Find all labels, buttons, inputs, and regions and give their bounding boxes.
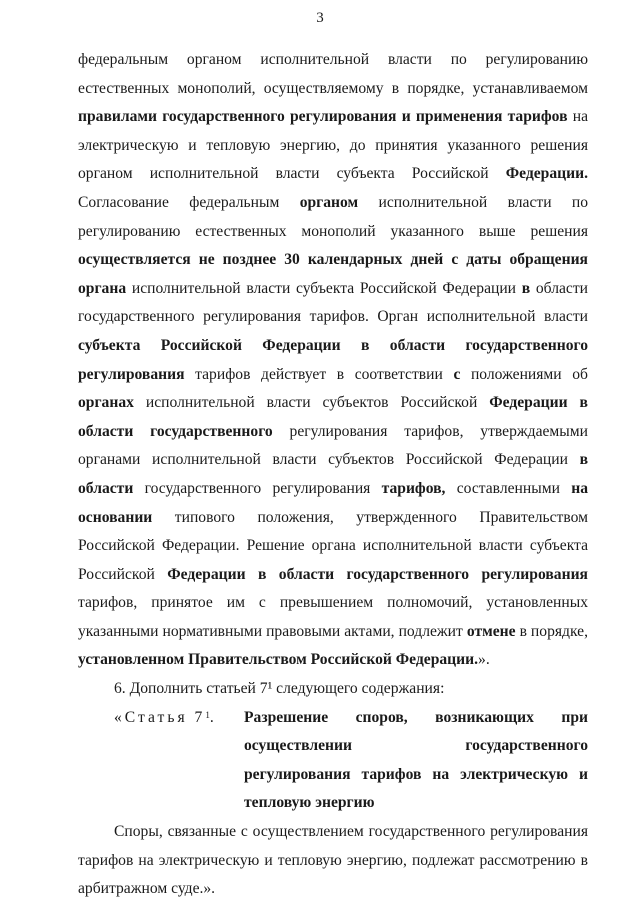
paragraph-1-segment: в порядке, xyxy=(515,622,588,640)
paragraph-1-segment: ». xyxy=(478,651,490,669)
paragraph-1-segment: в xyxy=(521,279,531,297)
paragraph-1-segment: установленном Правительством Российской Федерации. xyxy=(78,651,479,669)
paragraph-1-segment: государственного регулирования xyxy=(133,479,382,497)
paragraph-1-segment: исполнительной власти субъектов Российской xyxy=(133,394,490,412)
paragraph-1 xyxy=(78,46,588,675)
paragraph-1-segment: области государственного регулирования тарифов. Орган исполнительной власти xyxy=(78,279,589,326)
paragraph-1-segment: тарифов действует в соответствии xyxy=(184,365,454,383)
article-heading xyxy=(78,704,588,818)
paragraph-1-segment: типового положения, утвержденного Правительством Российской Федерации. Решение органа исполнительной власти субъекта Российской xyxy=(78,508,588,583)
page-number: 3 xyxy=(316,10,324,26)
paragraph-1-segment: правилами государственного регулирования и применения тарифов xyxy=(78,108,568,126)
paragraph-1-segment: положениями об xyxy=(460,365,588,383)
paragraph-1-segment: органах xyxy=(78,394,134,412)
paragraph-1-segment: Федерации в области государственного регулирования xyxy=(167,565,588,583)
paragraph-1-segment: федеральным органом исполнительной власти по регулированию естественных монополий, осуществляемому в порядке, устанавливаемом xyxy=(78,51,588,97)
paragraph-1-segment: тарифов, принятое им с превышением полномочий, установленных указанными нормативными правовыми актами, подлежит xyxy=(78,594,588,640)
paragraph-1-segment: Согласование федеральным xyxy=(78,193,300,211)
paragraph-1-segment: составленными xyxy=(445,479,572,497)
document-body xyxy=(78,46,588,904)
paragraph-1-segment: органом xyxy=(299,193,359,211)
paragraph-1-segment: исполнительной власти по регулированию естественных монополий указанного выше решения xyxy=(78,193,589,240)
paragraph-1-segment: в области xyxy=(78,451,588,497)
paragraph-1-segment: с xyxy=(453,365,461,383)
paragraph-2: 6. Дополнить статьей 7¹ следующего содержания: xyxy=(114,680,445,698)
paragraph-1-segment: исполнительной власти субъекта Российской Федерации xyxy=(126,279,522,297)
paragraph-1-segment: субъекта Российской Федерации в области государственного регулирования xyxy=(78,336,588,383)
paragraph-1-segment: Федерации. xyxy=(505,165,588,183)
paragraph-1-segment: Федерации в области государственного xyxy=(78,394,588,440)
paragraph-1-segment: на электрическую и тепловую энергию, до принятия указанного решения органом исполнительной власти субъекта Российской xyxy=(78,108,588,183)
paragraph-3: Споры, связанные с осуществлением государственного регулирования тарифов на электрическую и тепловую энергию, подлежат рассмотрению в арбитражном суде.». xyxy=(78,823,588,898)
paragraph-1-segment: осуществляется не позднее 30 календарных дней с даты обращения органа xyxy=(78,251,588,297)
article-label: «Статья $7^1$. xyxy=(114,708,217,726)
paragraph-1-segment: отмене xyxy=(466,622,516,640)
paragraph-1-segment: тарифов, xyxy=(381,479,446,497)
article-title: Разрешение споров, возникающих при осуществлении государственного регулирования тарифов на электрическую и тепловую энергию xyxy=(244,708,588,812)
paragraph-1-segment: регулирования тарифов, утверждаемыми органами исполнительной власти субъектов Российской Федерации xyxy=(78,422,588,469)
paragraph-1-segment: на основании xyxy=(78,479,588,526)
